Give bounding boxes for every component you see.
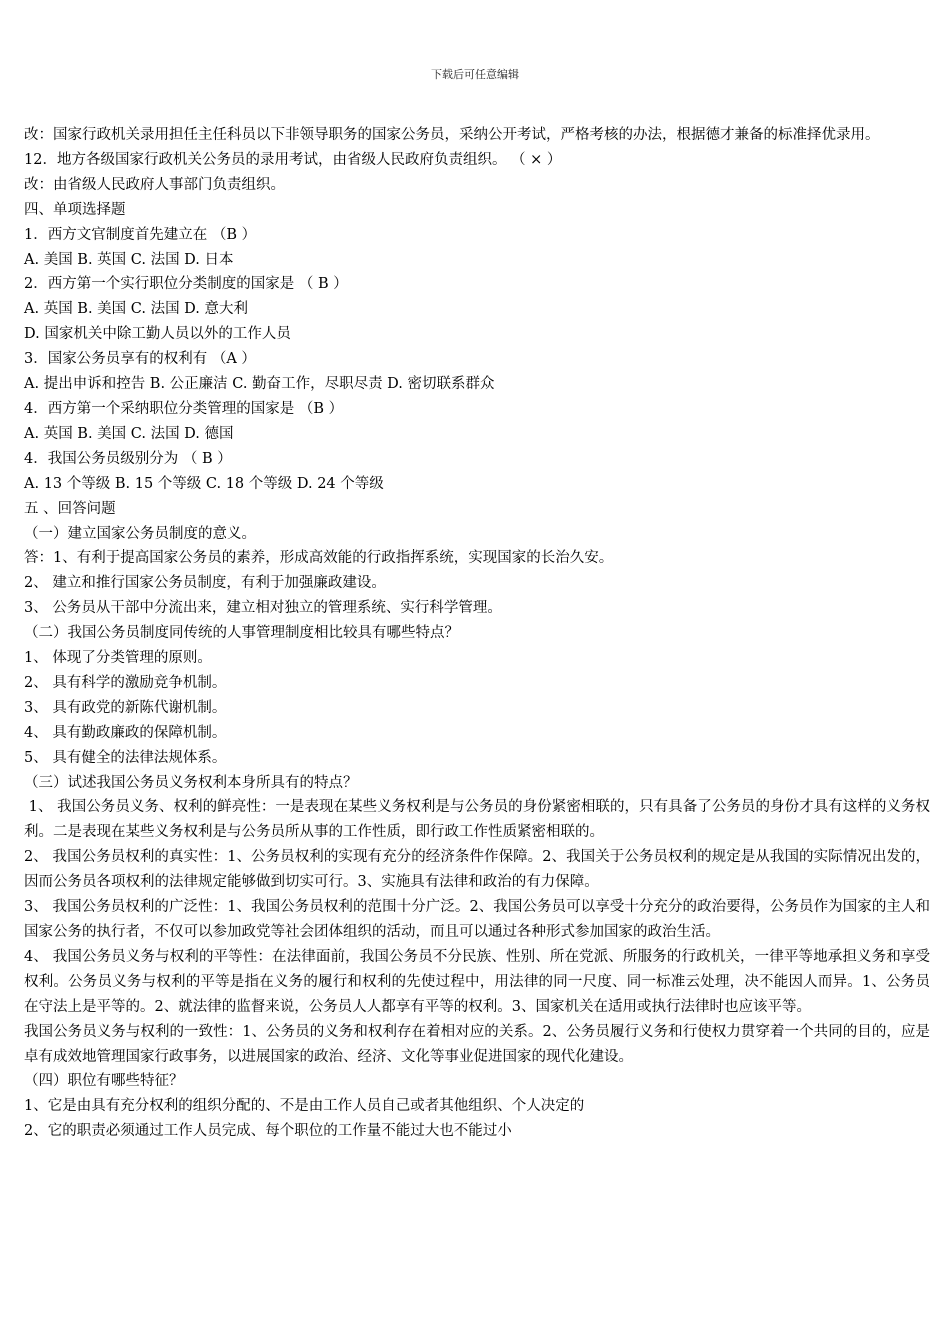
options: A. 英国 B. 美国 C. 法国 D. 德国 xyxy=(24,425,234,442)
options: A. 13 个等级 B. 15 个等级 C. 18 个等级 D. 24 个等级 xyxy=(24,475,384,492)
section-heading: 四、单项选择题 xyxy=(24,201,126,218)
sub-heading: （一）建立国家公务员制度的意义。 xyxy=(24,525,256,542)
text-line: 3、 具有政党的新陈代谢机制。 xyxy=(24,699,227,716)
sub-heading: （二）我国公务员制度同传统的人事管理制度相比较具有哪些特点？ xyxy=(24,625,459,642)
page-header: 下载后可任意编辑 xyxy=(431,68,519,81)
sub-heading: （四）职位有哪些特征？ xyxy=(24,1073,184,1090)
text-line: 改：国家行政机关录用担任主任科员以下非领导职务的国家公务员，采纳公开考试，严格考核的办法，根据德才兼备的标准择优录用。 xyxy=(24,127,880,143)
text-line: 2、它的职责必须通过工作人员完成、每个职位的工作量不能过大也不能过小 xyxy=(24,1123,512,1140)
question: 2．西方第一个实行职位分类制度的国家是 （ B ） xyxy=(24,276,348,293)
question: 4．我国公务员级别分为 （ B ） xyxy=(24,450,232,467)
options: A. 提出申诉和控告 B. 公正廉洁 C. 勤奋工作，尽职尽责 D. 密切联系群众 xyxy=(24,376,495,393)
text-line: 答：1、有利于提高国家公务员的素养，形成高效能的行政指挥系统，实现国家的长治久安。 xyxy=(24,550,614,567)
options: D. 国家机关中除工勤人员以外的工作人员 xyxy=(24,326,291,343)
question: 1．西方文官制度首先建立在 （B ） xyxy=(24,226,257,243)
text-line: 4、 具有勤政廉政的保障机制。 xyxy=(24,724,227,741)
text-line: 12．地方各级国家行政机关公务员的录用考试，由省级人民政府负责组织。 （ × ） xyxy=(24,151,562,168)
section-heading: 五 、回答问题 xyxy=(24,500,116,517)
paragraph: 1、 我国公务员义务、权利的鲜亮性：一是表现在某些义务权利是与公务员的身份紧密相联的，只有具备了公务员的身份才具有这样的义务权利。二是表现在某些义务权利是与公务员所从事的工作性质，即行政工作性质紧密相联的。 xyxy=(24,799,930,841)
paragraph: 我国公务员义务与权利的一致性：1、公务员的义务和权利存在着相对应的关系。2、公务员履行义务和行使权力贯穿着一个共同的目的，应是卓有成效地管理国家行政事务，以进展国家的政治、经济、文化等事业促进国家的现代化建设。 xyxy=(24,1023,930,1065)
text-line: 改：由省级人民政府人事部门负责组织。 xyxy=(24,176,285,193)
document-body xyxy=(24,123,930,1144)
text-line: 5、 具有健全的法律法规体系。 xyxy=(24,749,227,766)
text-line: 1、 体现了分类管理的原则。 xyxy=(24,650,212,667)
text-line: 3、 公务员从干部中分流出来，建立相对独立的管理系统、实行科学管理。 xyxy=(24,600,502,617)
text-line: 1、它是由具有充分权利的组织分配的、不是由工作人员自己或者其他组织、个人决定的 xyxy=(24,1098,585,1115)
text-line: 2、 建立和推行国家公务员制度，有利于加强廉政建设。 xyxy=(24,575,386,592)
paragraph: 4、 我国公务员义务与权利的平等性：在法律面前，我国公务员不分民族、性别、所在党派、所服务的行政机关，一律平等地承担义务和享受权利。公务员义务与权利的平等是指在义务的履行和权利的先使过程中，用法律的同一尺度、同一标准云处理，决不能因人而异。1、公务员在守法上是平等的。2、就法律的监督来说，公务员人人都享有平等的权利。3、国家机关在适用或执行法律时也应该平等。 xyxy=(24,948,930,1015)
question: 3．国家公务员享有的权利有 （A ） xyxy=(24,351,256,368)
paragraph: 2、 我国公务员权利的真实性：1、公务员权利的实现有充分的经济条件作保障。2、我国关于公务员权利的规定是从我国的实际情况出发的，因而公务员各项权利的法律规定能够做到切实可行。3、实施具有法律和政治的有力保障。 xyxy=(24,849,930,891)
paragraph: 3、 我国公务员权利的广泛性：1、我国公务员权利的范围十分广泛。2、我国公务员可以享受十分充分的政治要得，公务员作为国家的主人和国家公务的执行者，不仅可以参加政党等社会团体组织的活动，而且可以通过各种形式参加国家的政治生活。 xyxy=(24,899,930,940)
text-line: 2、 具有科学的激励竞争机制。 xyxy=(24,674,227,691)
question: 4．西方第一个采纳职位分类管理的国家是 （B ） xyxy=(24,400,344,417)
options: A. 英国 B. 美国 C. 法国 D. 意大利 xyxy=(24,301,249,318)
options: A. 美国 B. 英国 C. 法国 D. 日本 xyxy=(24,251,234,268)
sub-heading: （三）试述我国公务员义务权利本身所具有的特点？ xyxy=(24,774,358,791)
